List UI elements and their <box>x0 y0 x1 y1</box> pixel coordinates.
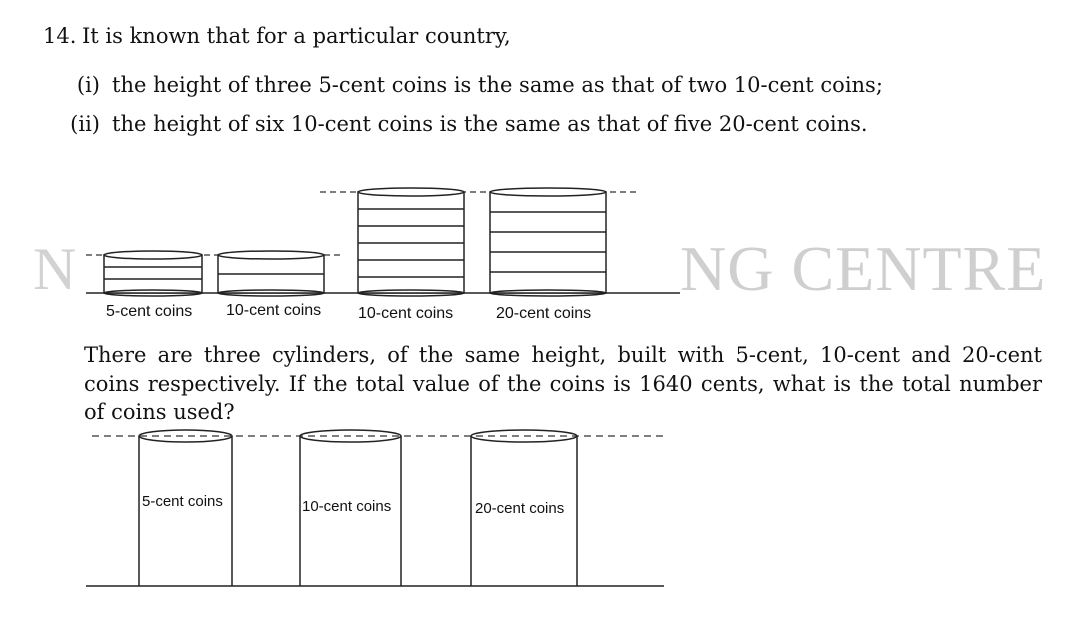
stack-20-cent-five <box>490 188 606 296</box>
stack-10-cent-six <box>358 188 464 296</box>
condition-2-label: (ii) <box>70 112 100 136</box>
stack-label-20-cent: 20-cent coins <box>496 305 592 322</box>
stack-10-cent-two <box>218 251 324 296</box>
condition-1-label: (i) <box>76 73 100 97</box>
question-number: 14. <box>43 24 77 48</box>
watermark-text: NG CENTRE <box>680 233 1047 304</box>
stack-label-10-cent-b: 10-cent coins <box>358 305 454 322</box>
question-intro: It is known that for a particular country, <box>82 24 511 48</box>
question-body: There are three cylinders, of the same height, built with 5-cent, 10-cent and 20-cent coins respectively. If the total value of the coins is 1640 cents, what is the total number of coins used? <box>84 343 1042 424</box>
condition-2-text: the height of six 10-cent coins is the same as that of five 20-cent coins. <box>112 112 868 136</box>
condition-1-text: the height of three 5-cent coins is the same as that of two 10-cent coins; <box>112 73 883 97</box>
cylinder-label-20-cent: 20-cent coins <box>475 500 565 517</box>
stack-label-5-cent: 5-cent coins <box>106 303 193 320</box>
cylinder-label-10-cent: 10-cent coins <box>302 498 392 515</box>
cylinder-label-5-cent: 5-cent coins <box>142 493 223 510</box>
stack-label-10-cent-a: 10-cent coins <box>226 302 322 319</box>
watermark-fragment: N <box>33 236 77 302</box>
stack-5-cent-three <box>104 251 202 296</box>
